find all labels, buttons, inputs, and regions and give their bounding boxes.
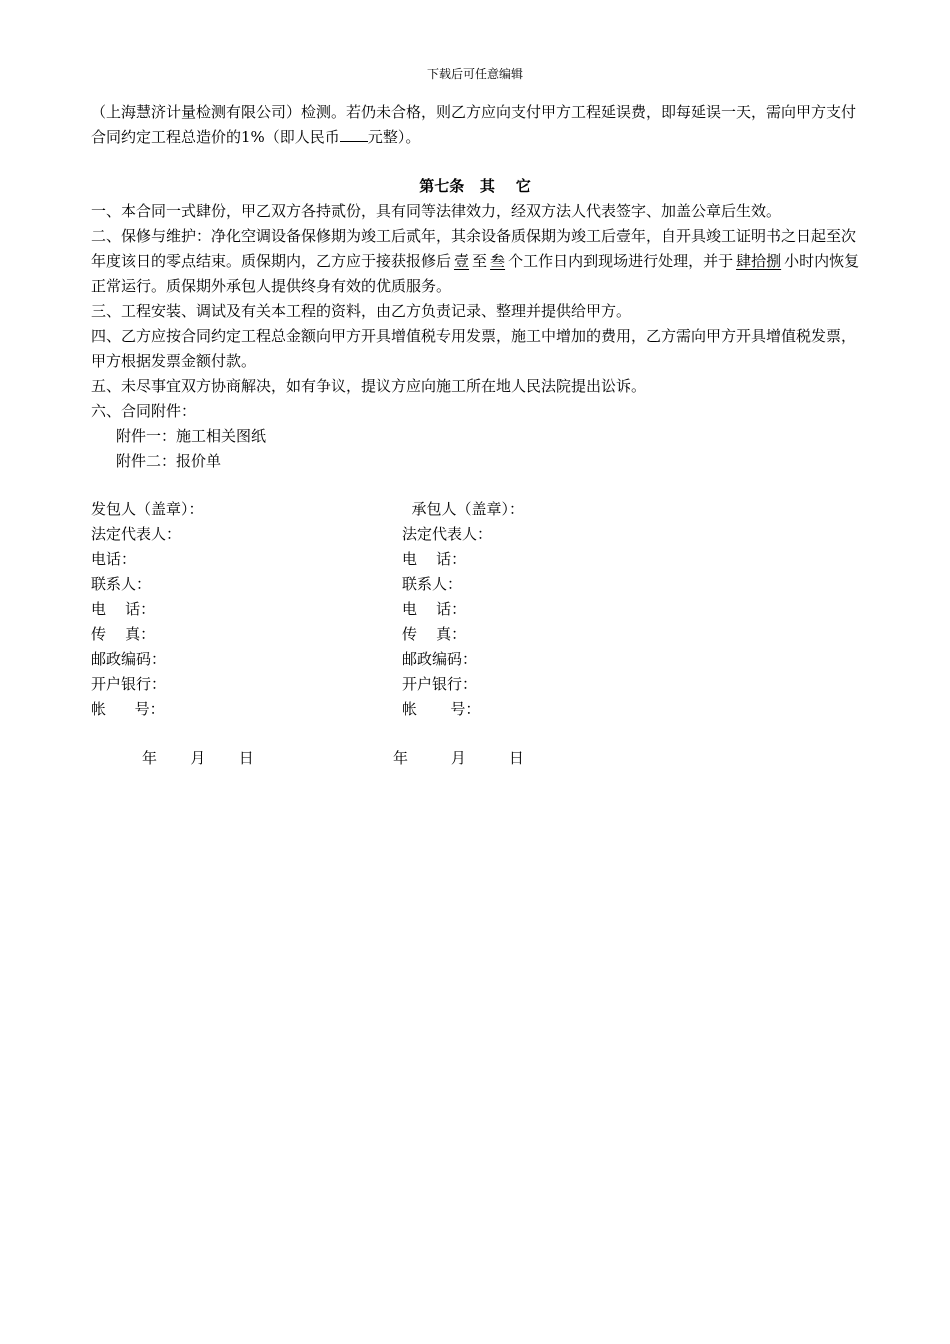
- employer-phone-label: 电话：: [91, 550, 137, 568]
- clause-2: [91, 224, 861, 299]
- contractor-legal-rep-label: 法定代表人：: [402, 525, 493, 543]
- amount-blank[interactable]: [340, 141, 368, 142]
- employer-postal-label: 邮政编码：: [91, 650, 167, 668]
- continued-paragraph: [91, 100, 861, 150]
- clause-2-text-c: 个工作日内到现场进行处理，并于: [508, 252, 734, 270]
- contractor-phone-label: 电 话：: [402, 550, 467, 568]
- contractor-contact-label: 联系人：: [402, 575, 463, 593]
- article-7-title: 第七条 其 它: [419, 177, 531, 195]
- employer-bank-label: 开户银行：: [91, 675, 167, 693]
- clause-6: 六、合同附件：: [91, 402, 197, 420]
- clause-3: 三、工程安装、调试及有关本工程的资料，由乙方负责记录、整理并提供给甲方。: [91, 302, 632, 320]
- attachment-1: 附件一：施工相关图纸: [116, 427, 267, 445]
- employer-legal-rep-label: 法定代表人：: [91, 525, 182, 543]
- employer-fax-label: 传 真：: [91, 625, 156, 643]
- clause-5: 五、未尽事宜双方协商解决，如有争议，提议方应向施工所在地人民法院提出讼诉。: [91, 377, 647, 395]
- contractor-bank-label: 开户银行：: [402, 675, 478, 693]
- article-7-body: [91, 199, 861, 474]
- response-days-from: 壹: [454, 252, 470, 270]
- contractor-postal-label: 邮政编码：: [402, 650, 478, 668]
- attachment-2: 附件二：报价单: [116, 452, 222, 470]
- clause-2-text-b: 至: [472, 252, 488, 270]
- employer-account-label: 帐 号：: [91, 700, 165, 718]
- recovery-hours: 肆拾捌: [736, 252, 782, 270]
- clause-4: 四、乙方应按合同约定工程总金额向甲方开具增值税专用发票，施工中增加的费用，乙方需向甲方开具增值税发票，甲方根据发票金额付款。: [91, 327, 857, 370]
- continued-text-before: （上海慧济计量检测有限公司）检测。若仍未合格，则乙方应向支付甲方工程延误费，即每延误一天，需向甲方支付合同约定工程总造价的1%（即人民币: [91, 103, 857, 146]
- contractor-fax-label: 传 真：: [402, 625, 467, 643]
- header-note: 下载后可任意编辑: [426, 67, 523, 81]
- clause-1: 一、本合同一式肆份，甲乙双方各持贰份，具有同等法律效力，经双方法人代表签字、加盖公章后生效。: [91, 202, 782, 220]
- employer-date-line: 年 月 日: [142, 749, 254, 767]
- contractor-party-label: 承包人（盖章）：: [402, 500, 525, 518]
- clause-2-text-a: 二、保修与维护：净化空调设备保修期为竣工后贰年，其余设备质保期为竣工后壹年，自开具竣工证明书之日起至次年度该日的零点结束。质保期内，乙方应于接获报修后: [91, 227, 857, 270]
- employer-party-label: 发包人（盖章）：: [91, 500, 204, 518]
- continued-text-after: 元整）。: [367, 128, 421, 146]
- contractor-account-label: 帐 号：: [402, 700, 481, 718]
- employer-phone2-label: 电 话：: [91, 600, 156, 618]
- employer-signature-block: [91, 497, 391, 722]
- employer-contact-label: 联系人：: [91, 575, 152, 593]
- response-days-to: 叁: [490, 252, 506, 270]
- contractor-signature-block: [402, 497, 702, 722]
- clause-2-text-d: 小时内恢复正常运行。质保期外承包人提供终身有效的优质服务。: [91, 252, 860, 295]
- contractor-phone2-label: 电 话：: [402, 600, 467, 618]
- contractor-date-line: 年 月 日: [393, 749, 524, 767]
